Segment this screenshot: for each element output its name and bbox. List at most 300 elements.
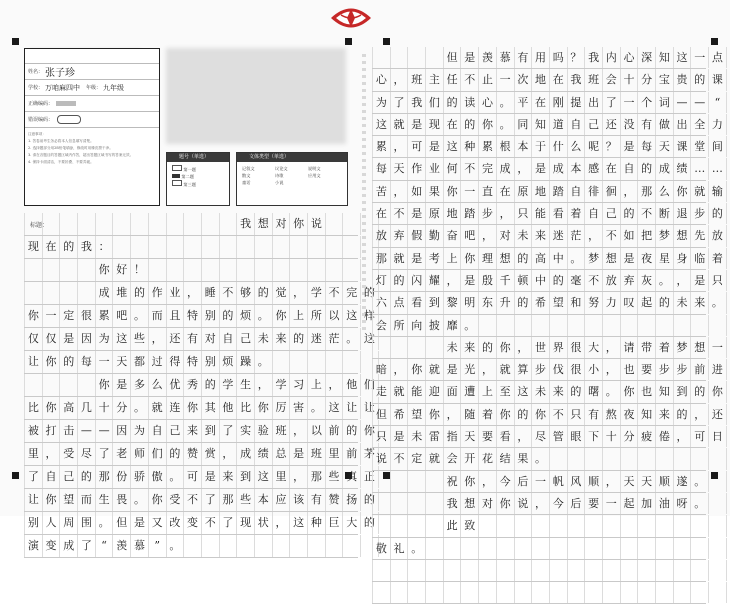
essay-grid-cell: 是: [621, 248, 639, 269]
essay-grid-cell: ，: [220, 443, 238, 465]
essay-grid-cell: ，: [674, 270, 692, 291]
essay-grid-cell: [532, 582, 550, 603]
essay-grid-cell: 绩: [255, 443, 273, 465]
essay-grid-cell: [426, 582, 444, 603]
essay-grid-cell: 打: [43, 420, 61, 442]
essay-grid-cell: 羡: [479, 47, 497, 68]
essay-grid-cell: 这: [255, 466, 273, 488]
essay-grid-cell: 想: [691, 337, 709, 358]
essay-grid-cell: 日: [709, 426, 727, 447]
essay-grid-row: [24, 328, 375, 351]
essay-grid-cell: 是: [691, 270, 709, 291]
grade-value: 九年级: [103, 83, 125, 92]
essay-grid-cell: 作: [149, 282, 167, 304]
essay-grid-cell: 是: [290, 443, 308, 465]
essay-grid-cell: 止: [479, 69, 497, 90]
wrong-code-label: 错误编码：: [28, 117, 54, 123]
essay-grid-cell: [426, 337, 444, 358]
essay-grid-cell: 本: [255, 489, 273, 511]
essay-grid-cell: [24, 282, 43, 304]
essay-grid-cell: [202, 236, 220, 258]
essay-grid-cell: 学: [308, 282, 326, 304]
essay-grid-cell: [709, 582, 727, 603]
essay-grid-cell: [621, 560, 639, 581]
essay-grid-cell: 顺: [656, 471, 674, 492]
essay-grid-cell: ，: [585, 225, 603, 246]
essay-grid-cell: 果: [426, 181, 444, 202]
essay-grid-cell: 们: [361, 374, 379, 396]
essay-grid-cell: 说: [372, 448, 391, 469]
essay-grid-cell: 天: [656, 136, 674, 157]
essay-grid-cell: 要: [638, 359, 656, 380]
essay-grid-cell: 步: [691, 203, 709, 224]
essay-grid-cell: 也: [638, 381, 656, 402]
essay-grid-cell: 了: [24, 466, 43, 488]
essay-grid-cell: 的: [290, 328, 308, 350]
essay-grid-cell: [709, 471, 727, 492]
essay-grid-cell: [603, 315, 621, 336]
essay-grid-cell: [78, 282, 96, 304]
essay-grid-cell: 可: [691, 426, 709, 447]
essay-grid-cell: 。: [709, 292, 727, 313]
essay-grid-cell: 成: [96, 282, 114, 304]
essay-grid-cell: 你: [43, 397, 61, 419]
essay-grid-cell: ，: [621, 181, 639, 202]
essay-grid-cell: 未: [444, 337, 462, 358]
essay-grid-cell: [426, 538, 444, 559]
essay-grid-row: [24, 420, 375, 443]
essay-grid-cell: 么: [149, 374, 167, 396]
essay-grid-cell: [220, 213, 238, 235]
essay-grid-cell: ，: [532, 493, 550, 514]
essay-grid-cell: 可: [184, 466, 202, 488]
essay-grid-cell: 心: [621, 47, 639, 68]
essay-grid-cell: [621, 582, 639, 603]
essay-grid-cell: 词: [656, 92, 674, 113]
title-label: 标题：: [30, 222, 49, 229]
essay-grid-cell: 现: [237, 512, 255, 534]
essay-grid-cell: [638, 448, 656, 469]
essay-grid-cell: 本: [568, 158, 586, 179]
essay-grid-cell: 如: [408, 181, 426, 202]
essay-grid-cell: ，: [603, 471, 621, 492]
essay-grid-cell: ，: [515, 158, 533, 179]
essay-grid-cell: 今: [497, 471, 515, 492]
essay-grid-cell: 分: [621, 426, 639, 447]
essay-grid-cell: [444, 538, 462, 559]
essay-grid-cell: 绩: [674, 158, 692, 179]
essay-grid-cell: 指: [444, 426, 462, 447]
essay-grid-cell: 向: [408, 315, 426, 336]
essay-grid-cell: 灯: [372, 270, 391, 291]
essay-grid-cell: 上: [290, 305, 308, 327]
essay-grid-cell: 的: [709, 203, 727, 224]
essay-grid-cell: 在: [603, 158, 621, 179]
essay-grid-cell: 。: [96, 512, 114, 534]
essay-grid-cell: 毫: [568, 270, 586, 291]
essay-grid-cell: 一: [96, 351, 114, 373]
essay-grid-cell: 是: [461, 270, 479, 291]
essay-grid-cell: 曙: [585, 381, 603, 402]
essay-grid-cell: 你: [96, 374, 114, 396]
essay-grid-cell: 你: [497, 337, 515, 358]
essay-grid-cell: [550, 315, 568, 336]
essay-grid-cell: 次: [515, 69, 533, 90]
essay-grid-row: [372, 426, 723, 448]
essay-grid-cell: 茅: [361, 443, 379, 465]
essay-grid-cell: 自: [43, 466, 61, 488]
essay-grid-cell: 放: [372, 225, 391, 246]
essay-grid-cell: 未: [674, 292, 692, 313]
essay-grid-cell: 自: [585, 203, 603, 224]
essay-grid-row: [372, 92, 721, 114]
essay-grid-cell: 是: [461, 47, 479, 68]
essay-grid-cell: 就: [426, 359, 444, 380]
essay-grid-cell: 闪: [408, 270, 426, 291]
essay-grid-cell: 不: [220, 282, 238, 304]
essay-grid-cell: 十: [621, 69, 639, 90]
essay-grid-cell: 。: [255, 305, 273, 327]
essay-grid-cell: ，: [273, 512, 291, 534]
essay-grid-cell: [131, 213, 149, 235]
essay-grid-cell: 这: [444, 136, 462, 157]
essay-grid-row: [372, 538, 706, 560]
essay-grid-cell: 班: [308, 443, 326, 465]
essay-grid-cell: 里: [273, 466, 291, 488]
essay-grid-cell: 带: [638, 337, 656, 358]
essay-grid-cell: 以: [326, 305, 344, 327]
essay-grid-cell: 的: [691, 69, 709, 90]
essay-grid-cell: 累: [96, 305, 114, 327]
essay-grid-cell: 你: [184, 397, 202, 419]
essay-grid-cell: 你: [674, 181, 692, 202]
essay-grid-cell: 是: [408, 114, 426, 135]
essay-grid-cell: [391, 493, 409, 514]
essay-grid-cell: [497, 560, 515, 581]
essay-grid-cell: 呀: [674, 493, 692, 514]
essay-grid-cell: 要: [479, 426, 497, 447]
essay-grid-cell: 烦: [220, 351, 238, 373]
essay-grid-row: [372, 181, 723, 203]
essay-grid-cell: [532, 538, 550, 559]
essay-grid-cell: [515, 582, 533, 603]
essay-grid-cell: 希: [391, 404, 409, 425]
essay-grid-cell: 己: [167, 420, 185, 442]
essay-grid-cell: [515, 538, 533, 559]
essay-grid-cell: 每: [372, 158, 391, 179]
essay-grid-cell: 被: [24, 420, 43, 442]
essay-grid-cell: 。: [343, 328, 361, 350]
essay-grid-cell: 自: [568, 181, 586, 202]
essay-grid-cell: 成: [497, 158, 515, 179]
essay-grid-row: [372, 359, 723, 381]
essay-grid-cell: 成: [550, 158, 568, 179]
essay-grid-cell: 师: [131, 443, 149, 465]
essay-grid-cell: ！: [131, 259, 149, 281]
essay-grid-cell: 这: [361, 328, 379, 350]
corner-marker-tr: [711, 38, 718, 45]
essay-grid-cell: 加: [638, 493, 656, 514]
essay-grid-cell: [149, 213, 167, 235]
essay-grid-cell: [408, 47, 426, 68]
essay-grid-cell: 管: [550, 426, 568, 447]
essay-grid-cell: 。: [131, 305, 149, 327]
essay-grid-cell: 一: [709, 337, 727, 358]
essay-grid-cell: [603, 538, 621, 559]
essay-grid-cell: 别: [24, 512, 43, 534]
essay-grid-cell: [603, 515, 621, 536]
essay-grid-cell: “: [96, 535, 114, 557]
essay-grid-cell: 油: [656, 493, 674, 514]
essay-grid-cell: [290, 259, 308, 281]
essay-grid-cell: 这: [343, 305, 361, 327]
essay-grid-cell: 地: [532, 69, 550, 90]
essay-grid-cell: 天: [113, 351, 131, 373]
essay-grid-cell: 的: [515, 404, 533, 425]
essay-grid-cell: 你: [479, 114, 497, 135]
essay-grid-cell: 升: [497, 292, 515, 313]
essay-grid-cell: 很: [568, 359, 586, 380]
essay-grid-cell: [426, 471, 444, 492]
essay-grid-cell: 不: [461, 69, 479, 90]
genre-item: 诗歌: [275, 173, 284, 178]
student-info-box: [24, 48, 160, 206]
essay-grid-cell: 的: [461, 114, 479, 135]
essay-grid-cell: [709, 493, 727, 514]
essay-grid-cell: 前: [326, 420, 344, 442]
essay-grid-cell: 至: [497, 381, 515, 402]
essay-grid-cell: 倦: [656, 426, 674, 447]
essay-grid-cell: 的: [479, 337, 497, 358]
essay-grid-cell: [515, 515, 533, 536]
essay-grid-cell: 就: [691, 181, 709, 202]
essay-grid-cell: 特: [184, 305, 202, 327]
essay-grid-cell: [532, 515, 550, 536]
essay-grid-cell: 有: [585, 404, 603, 425]
essay-grid-cell: [709, 560, 727, 581]
essay-grid-cell: 那: [372, 248, 391, 269]
essay-grid-cell: 该: [290, 489, 308, 511]
essay-grid-cell: 厉: [273, 397, 291, 419]
essay-grid-cell: 耀: [426, 270, 444, 291]
essay-grid-cell: 算: [515, 359, 533, 380]
essay-grid-cell: 做: [656, 114, 674, 135]
essay-grid-cell: 躁: [237, 351, 255, 373]
essay-grid-cell: 吗: [550, 47, 568, 68]
essay-grid-cell: [167, 213, 185, 235]
essay-grid-cell: 原: [515, 181, 533, 202]
essay-grid-cell: 苦: [372, 181, 391, 202]
essay-grid-cell: 吧: [461, 225, 479, 246]
essay-grid-cell: 变: [184, 512, 202, 534]
essay-grid-cell: 祝: [444, 471, 462, 492]
essay-grid-cell: 知: [656, 47, 674, 68]
essay-grid-cell: ，: [290, 466, 308, 488]
essay-grid-cell: 梦: [674, 337, 692, 358]
essay-grid-cell: 叹: [621, 292, 639, 313]
essay-grid-cell: [461, 538, 479, 559]
essay-grid-cell: 特: [184, 351, 202, 373]
essay-grid-cell: 地: [532, 181, 550, 202]
corner-marker-ml: [345, 38, 352, 45]
essay-grid-cell: 让: [343, 397, 361, 419]
name-value: 张子珍: [45, 68, 76, 79]
essay-grid-cell: ，: [290, 420, 308, 442]
essay-grid-cell: 秀: [184, 374, 202, 396]
essay-grid-cell: 也: [621, 359, 639, 380]
essay-grid-cell: 宝: [656, 69, 674, 90]
essay-grid-cell: 有: [184, 328, 202, 350]
essay-grid-cell: 力: [603, 292, 621, 313]
essay-grid-cell: [515, 560, 533, 581]
essay-grid-cell: 的: [343, 420, 361, 442]
essay-grid-cell: 顺: [585, 471, 603, 492]
essay-grid-cell: [113, 236, 131, 258]
essay-grid-cell: [273, 535, 291, 557]
genre-choice-box: [236, 152, 348, 206]
essay-grid-cell: 来: [461, 337, 479, 358]
essay-grid-cell: 那: [220, 489, 238, 511]
essay-grid-cell: 只: [709, 270, 727, 291]
essay-grid-cell: 我: [444, 493, 462, 514]
essay-grid-cell: 望: [60, 489, 78, 511]
essay-grid-cell: 是: [408, 248, 426, 269]
essay-grid-cell: 么: [568, 136, 586, 157]
essay-grid-cell: 出: [585, 92, 603, 113]
essay-grid-cell: [60, 213, 78, 235]
essay-grid-cell: 迎: [426, 381, 444, 402]
essay-grid-cell: 前: [343, 443, 361, 465]
essay-grid-cell: 业: [426, 158, 444, 179]
essay-grid-cell: 每: [638, 136, 656, 157]
essay-grid-cell: 弃: [621, 270, 639, 291]
essay-grid-row: [372, 47, 723, 69]
essay-grid-cell: 你: [361, 420, 379, 442]
essay-grid-cell: 为: [372, 92, 391, 113]
essay-grid-cell: 现: [426, 114, 444, 135]
essay-grid-cell: [638, 515, 656, 536]
essay-grid-cell: [326, 535, 344, 557]
essay-grid-right: [372, 47, 723, 604]
essay-grid-cell: [426, 493, 444, 514]
essay-grid-row: [24, 512, 375, 535]
essay-grid-cell: 分: [113, 397, 131, 419]
essay-grid-cell: 围: [78, 512, 96, 534]
essay-grid-cell: …: [709, 158, 727, 179]
essay-grid-cell: [497, 315, 515, 336]
essay-grid-cell: 灰: [638, 270, 656, 291]
essay-grid-cell: 的: [568, 381, 586, 402]
essay-grid-cell: 是: [113, 374, 131, 396]
essay-grid-cell: 进: [709, 359, 727, 380]
essay-grid-cell: [621, 515, 639, 536]
essay-grid-row: [372, 471, 706, 493]
essay-grid-cell: 假: [408, 225, 426, 246]
essay-grid-cell: 让: [24, 351, 43, 373]
essay-grid-cell: [497, 515, 515, 536]
essay-grid-cell: 暗: [372, 359, 391, 380]
essay-grid-cell: 的: [638, 158, 656, 179]
essay-grid-cell: ，: [391, 136, 409, 157]
essay-grid-cell: 来: [184, 420, 202, 442]
essay-grid-cell: 是: [426, 136, 444, 157]
essay-grid-cell: 会: [444, 448, 462, 469]
essay-grid-cell: 你: [461, 471, 479, 492]
essay-grid-cell: 随: [461, 404, 479, 425]
essay-grid-cell: 地: [444, 203, 462, 224]
essay-grid-cell: 弃: [391, 225, 409, 246]
essay-grid-cell: [391, 582, 409, 603]
essay-grid-cell: 定: [408, 448, 426, 469]
essay-grid-cell: 的: [255, 282, 273, 304]
essay-grid-cell: 种: [461, 136, 479, 157]
essay-grid-cell: ，: [43, 443, 61, 465]
essay-grid-cell: 没: [621, 114, 639, 135]
essay-grid-cell: ，: [691, 404, 709, 425]
essay-grid-cell: 力: [709, 114, 727, 135]
essay-grid-cell: 断: [656, 203, 674, 224]
essay-grid-cell: [408, 493, 426, 514]
essay-grid-cell: 小: [585, 359, 603, 380]
essay-grid-cell: ：: [96, 236, 114, 258]
essay-grid-cell: 是: [408, 203, 426, 224]
essay-grid-cell: 生: [237, 374, 255, 396]
essay-grid-cell: 是: [621, 136, 639, 157]
essay-grid-cell: [674, 315, 692, 336]
essay-grid-cell: 让: [361, 397, 379, 419]
essay-grid-cell: 你: [621, 381, 639, 402]
essay-grid-cell: 不: [184, 489, 202, 511]
essay-grid-cell: 。: [255, 351, 273, 373]
essay-grid-cell: 风: [568, 471, 586, 492]
essay-grid-cell: 你: [497, 493, 515, 514]
essay-grid-cell: [343, 213, 361, 235]
essay-grid-cell: [220, 535, 238, 557]
essay-grid-cell: [372, 560, 391, 581]
essay-grid-cell: “: [709, 92, 727, 113]
essay-grid-cell: [184, 535, 202, 557]
essay-grid-cell: [408, 471, 426, 492]
essay-grid-cell: [497, 538, 515, 559]
essay-grid-cell: [621, 315, 639, 336]
essay-grid-cell: 望: [408, 404, 426, 425]
essay-grid-cell: 勤: [426, 225, 444, 246]
essay-grid-cell: 睡: [202, 282, 220, 304]
essay-grid-cell: 仅: [43, 328, 61, 350]
essay-grid-cell: [255, 259, 273, 281]
essay-grid-cell: [585, 560, 603, 581]
name-row: [25, 64, 159, 80]
genre-item: 记叙文: [242, 166, 255, 171]
genre-choice-head: 文体类型（单选）: [237, 153, 347, 162]
essay-grid-cell: 改: [167, 512, 185, 534]
essay-grid-row: [24, 443, 375, 466]
essay-grid-cell: [585, 315, 603, 336]
essay-grid-cell: [273, 351, 291, 373]
essay-grid-cell: ”: [149, 535, 167, 557]
essay-grid-cell: ，: [391, 359, 409, 380]
essay-grid-cell: 你: [444, 181, 462, 202]
essay-grid-cell: 输: [709, 181, 727, 202]
essay-grid-cell: 尽: [78, 443, 96, 465]
notes-line: 4. 保持卡面清洁，不要折叠、不要弄破。: [28, 160, 94, 164]
essay-grid-cell: 们: [426, 92, 444, 113]
essay-grid-cell: 受: [60, 443, 78, 465]
essay-grid-cell: 六: [372, 292, 391, 313]
essay-grid-cell: 因: [113, 420, 131, 442]
essay-grid-cell: 对: [273, 213, 291, 235]
essay-grid-cell: 很: [78, 305, 96, 327]
